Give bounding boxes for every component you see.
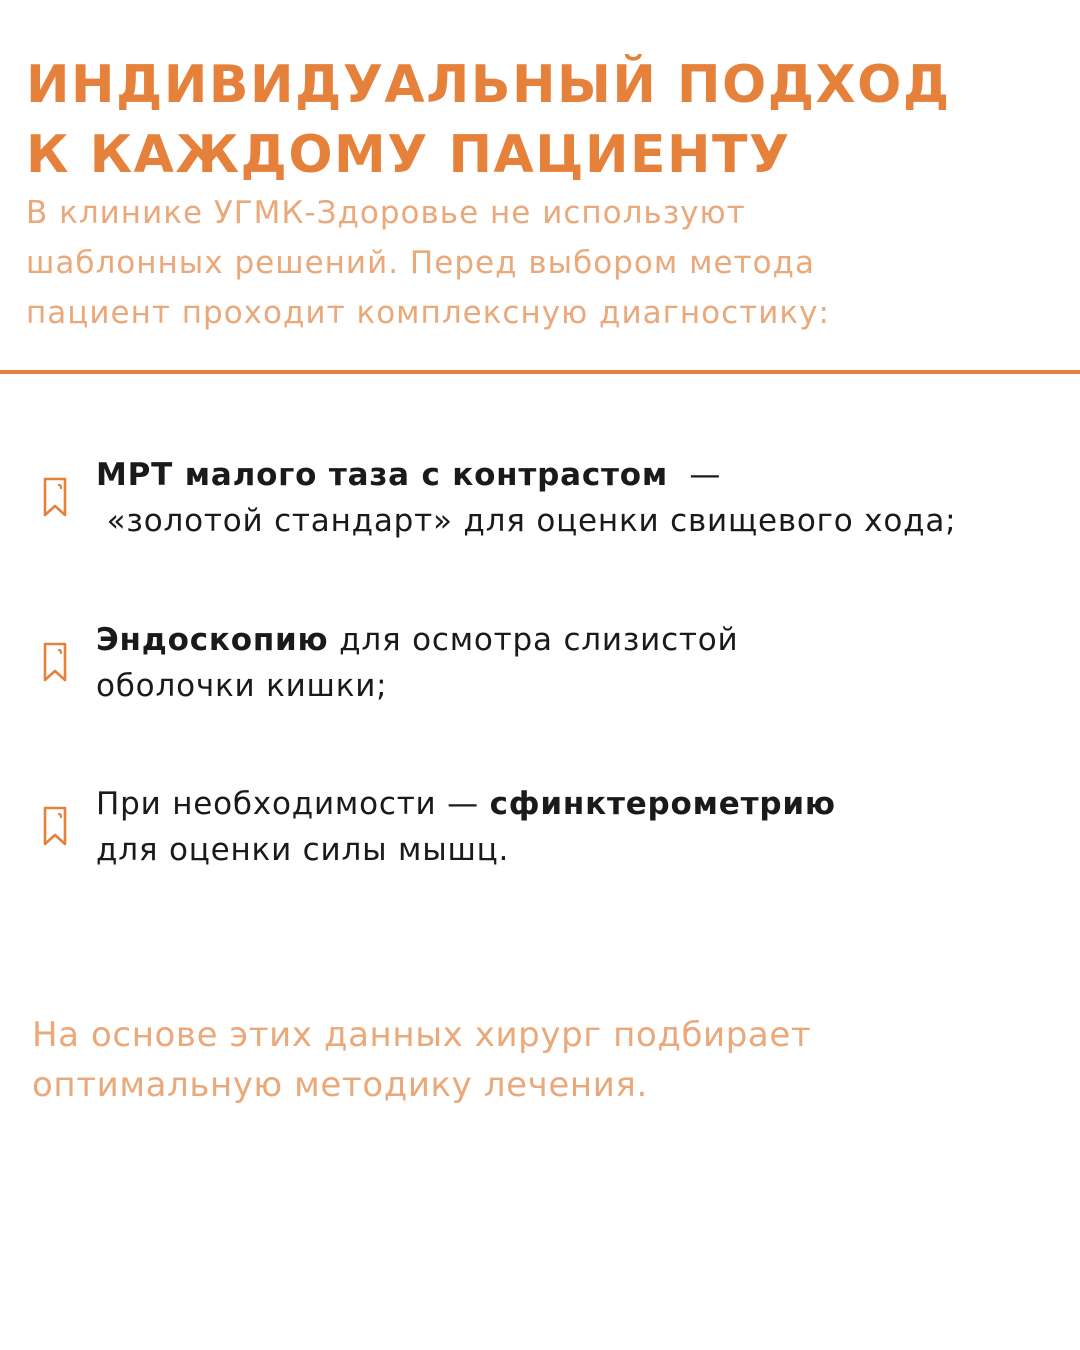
intro-line-3: пациент проходит комплексную диагностику: bbox=[26, 295, 830, 331]
list-item-line2: для оценки силы мышц. bbox=[96, 832, 510, 868]
list-item-text bbox=[96, 781, 1071, 873]
list-item-bold: МРТ малого таза с контрастом bbox=[96, 457, 669, 493]
list-item-text bbox=[96, 452, 1071, 544]
list-item-rest: для осмотра слизистой bbox=[328, 622, 739, 658]
conclusion-line-2: оптимальную методику лечения. bbox=[32, 1065, 648, 1105]
conclusion-text bbox=[32, 1010, 811, 1110]
intro-line-1: В клинике УГМК-Здоровье не используют bbox=[26, 195, 746, 231]
bookmark-icon bbox=[40, 476, 70, 518]
section-divider bbox=[0, 370, 1080, 374]
list-item-line2: «золотой стандарт» для оценки свищевого хода; bbox=[96, 503, 957, 539]
title-line-2: К КАЖДОМУ ПАЦИЕНТУ bbox=[26, 125, 791, 185]
bookmark-icon bbox=[40, 805, 70, 847]
list-item-bold: сфинктерометрию bbox=[489, 786, 836, 822]
intro-line-2: шаблонных решений. Перед выбором метода bbox=[26, 245, 815, 281]
page-title bbox=[26, 50, 951, 190]
list-item-text bbox=[96, 617, 1071, 709]
list-item-bold: Эндоскопию bbox=[96, 622, 329, 658]
title-line-1: ИНДИВИДУАЛЬНЫЙ ПОДХОД bbox=[26, 55, 951, 115]
list-item-rest: — bbox=[668, 457, 722, 493]
intro-text bbox=[26, 188, 830, 338]
list-item-line2: оболочки кишки; bbox=[96, 668, 388, 704]
list-item-pre: При необходимости — bbox=[96, 786, 490, 822]
conclusion-line-1: На основе этих данных хирург подбирает bbox=[32, 1015, 812, 1055]
bookmark-icon bbox=[40, 641, 70, 683]
